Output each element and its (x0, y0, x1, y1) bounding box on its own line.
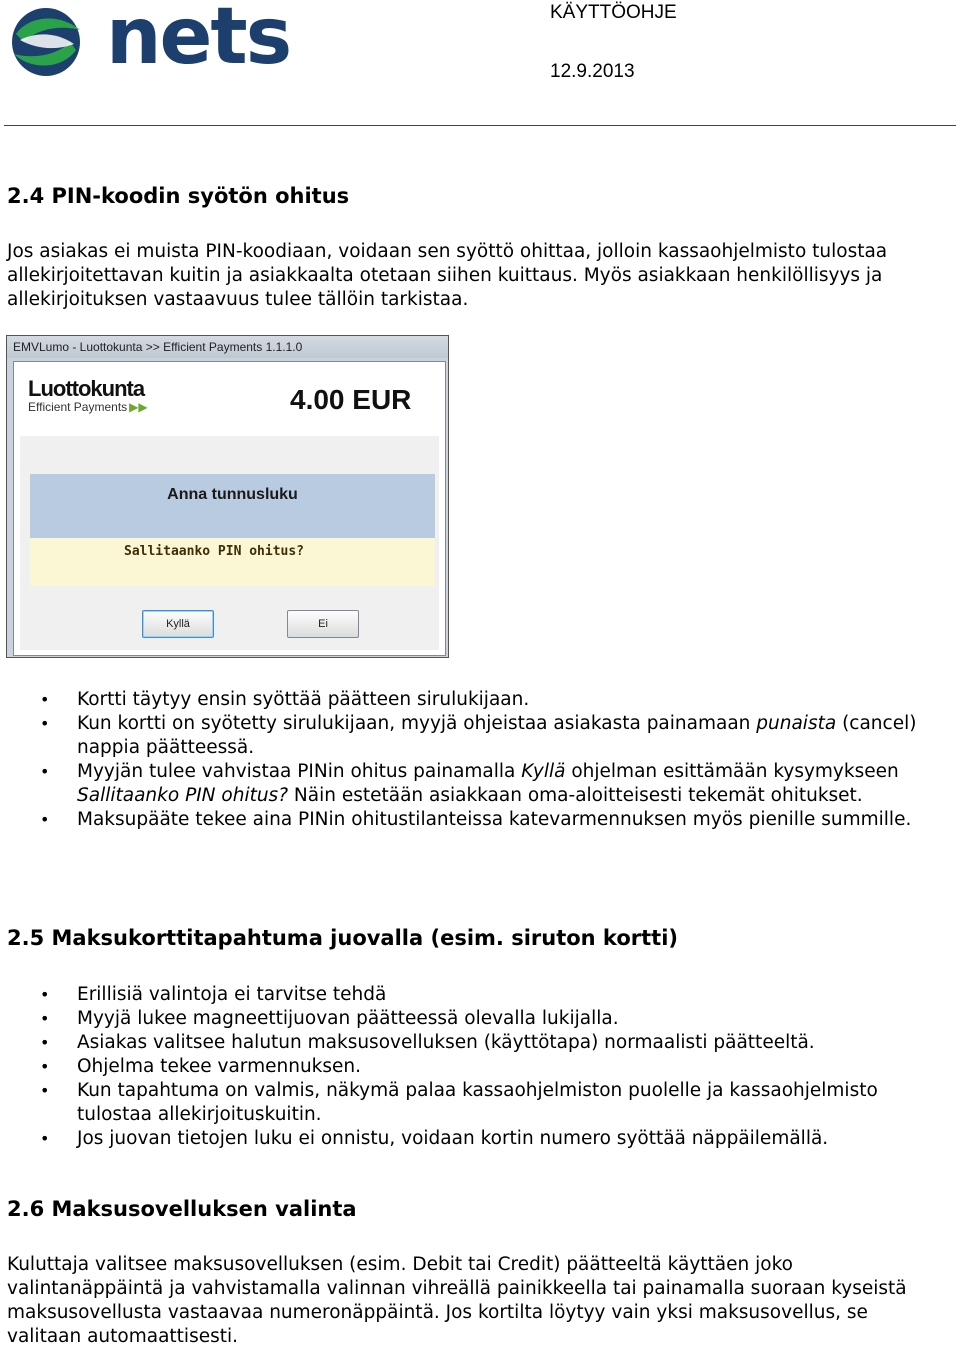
section-2-6-paragraph: Kuluttaja valitsee maksusovelluksen (esim. Debit tai Credit) päätteeltä käyttäen joko valintanäppäintä ja vahvistamalla valinnan vihreällä painikkeella tai painamalla suoraan kyseistä maksusovellusta vastaavaa numeronäppäintä. Jos kortilta löytyy vain yksi maksusovellus, se valitaan automaattisesti. (7, 1254, 907, 1347)
list-item (0, 760, 950, 808)
prompt-question-box (30, 538, 435, 586)
prompt-area (20, 436, 439, 602)
list-item (0, 808, 950, 832)
prompt-question: Sallitaanko PIN ohitus? (124, 544, 305, 559)
prompt-header (30, 474, 435, 538)
document-type: KÄYTTÖOHJE (550, 2, 677, 23)
section-2-4-paragraph: Jos asiakas ei muista PIN-koodiaan, voidaan sen syöttö ohittaa, jolloin kassaohjelmisto tulostaa allekirjoitettavan kuitin ja asiakkaalta otetaan siihen kuittaus. Myös asiakkaan henkilöllisyys ja allekirjoituksen vastaavuus tulee tällöin tarkistaa. (7, 241, 888, 310)
window-titlebar: EMVLumo - Luottokunta >> Efficient Payments 1.1.1.0 (7, 336, 448, 358)
app-window (13, 361, 446, 656)
brand-subtitle (28, 400, 148, 414)
section-heading-2-4: 2.4 PIN-koodin syötön ohitus (7, 184, 350, 208)
bullet-emphasis: Sallitaanko PIN ohitus? (77, 785, 289, 806)
bullet-text: Kun kortti on syötetty sirulukijaan, myyjä ohjeistaa asiakasta painamaan (77, 713, 757, 734)
prompt-title: Anna tunnusluku (167, 486, 298, 503)
list-item: • Erillisiä valintoja ei tarvitse tehdä (0, 983, 950, 1007)
list-item: • Myyjä lukee magneettijuovan päätteessä olevalla lukijalla. (0, 1007, 950, 1031)
nets-logo-icon (10, 4, 90, 82)
nets-logo (10, 0, 291, 82)
logo-wordmark: nets (106, 0, 291, 82)
luottokunta-logo (28, 376, 148, 414)
header-divider (4, 125, 956, 126)
brand-name: Luottokunta (28, 376, 145, 401)
section-heading-2-6: 2.6 Maksusovelluksen valinta (7, 1197, 357, 1221)
list-item: • Jos juovan tietojen luku ei onnistu, voidaan kortin numero syöttää näppäilemällä. (0, 1127, 950, 1151)
double-arrow-icon: ▶▶ (129, 400, 148, 414)
list-item: • Kun tapahtuma on valmis, näkymä palaa kassaohjelmiston puolelle ja kassaohjelmisto tulostaa allekirjoituskuitin. (0, 1079, 950, 1127)
document-date: 12.9.2013 (550, 61, 635, 82)
section-2-4-bullets (0, 688, 950, 832)
button-bar (20, 602, 439, 650)
list-item (0, 712, 950, 760)
bullet-text: Maksupääte tekee aina PINin ohitustilanteissa katevarmennuksen myös pienille summille. (77, 809, 912, 830)
pin-bypass-screenshot (6, 335, 449, 658)
bullet-emphasis: Kyllä (521, 761, 566, 782)
bullet-text: (cancel) nappia päätteessä. (77, 713, 917, 758)
bullet-text: Näin estetään asiakkaan oma-aloitteisesti tekemät ohitukset. (288, 785, 863, 806)
no-button[interactable]: Ei (287, 610, 359, 638)
list-item: • Asiakas valitsee halutun maksusovelluksen (käyttötapa) normaalisti päätteeltä. (0, 1031, 950, 1055)
bullet-text: ohjelman esittämään kysymykseen (565, 761, 899, 782)
bullet-text: Kortti täytyy ensin syöttää päätteen sirulukijaan. (77, 689, 530, 710)
brand-sub-text: Efficient Payments (28, 400, 128, 414)
amount-display: 4.00 EUR (290, 384, 412, 415)
section-heading-2-5: 2.5 Maksukorttitapahtuma juovalla (esim. siruton kortti) (7, 926, 678, 950)
list-item (0, 688, 950, 712)
bullet-text: Myyjän tulee vahvistaa PINin ohitus painamalla (77, 761, 522, 782)
list-item: • Ohjelma tekee varmennuksen. (0, 1055, 950, 1079)
yes-button[interactable]: Kyllä (142, 610, 214, 638)
bullet-emphasis: punaista (756, 713, 837, 734)
section-2-5-bullets (0, 983, 950, 1151)
